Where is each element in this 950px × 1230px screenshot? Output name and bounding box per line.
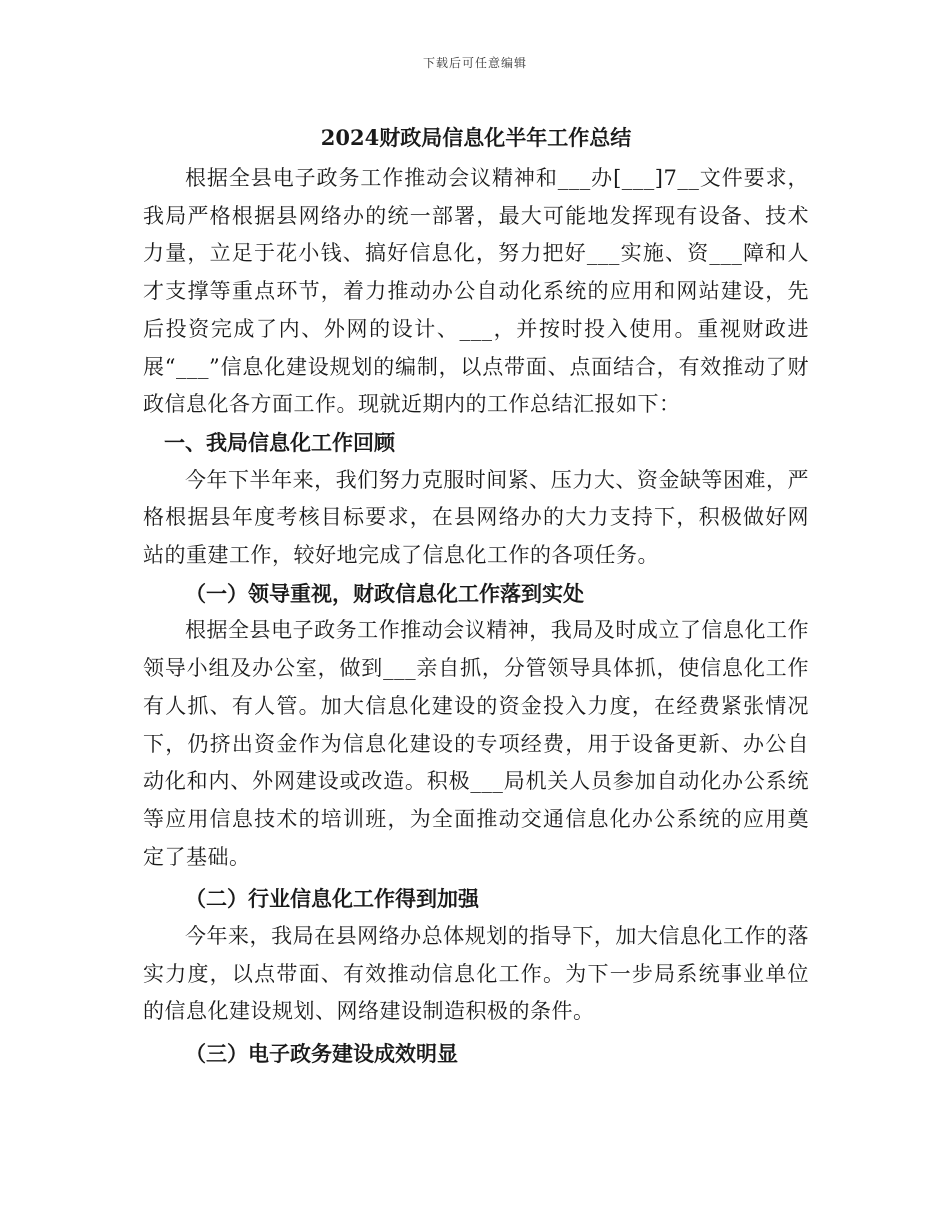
subsection-heading-egov: （三）电子政务建设成效明显 <box>185 1041 458 1067</box>
paragraph-industry: 今年来，我局在县网络办总体规划的指导下，加大信息化工作的落实力度，以点带面、有效推动信息化工作。为下一步局系统事业单位的信息化建设规划、网络建设制造积极的条件。 <box>143 924 809 1024</box>
subsection-heading-leadership: （一）领导重视，财政信息化工作落到实处 <box>185 580 584 606</box>
document-title: 2024财政局信息化半年工作总结 <box>320 125 632 150</box>
paragraph-review: 今年下半年来，我们努力克服时间紧、压力大、资金缺等困难，严格根据县年度考核目标要求，在县网络办的大力支持下，积极做好网站的重建工作，较好地完成了信息化工作的各项任务。 <box>143 467 809 568</box>
document-body <box>143 118 809 1073</box>
section-heading-review: 一、我局信息化工作回顾 <box>164 429 395 455</box>
page-header-note: 下载后可任意编辑 <box>422 56 527 70</box>
paragraph-intro: 根据全县电子政务工作推动会议精神和___办[___]7__文件要求，我局严格根据县网络办的统一部署，最大可能地发挥现有设备、技术力量，立足于花小钱、搞好信息化，努力把好___实施、资___障和人才支撑等重点环节，着力推动办公自动化系统的应用和网站建设，先后投资完成了内、外网的设计、___，并按时投入使用。重视财政进展“___”信息化建设规划的编制，以点带面、点面结合，有效推动了财政信息化各方面工作。现就近期内的工作总结汇报如下： <box>143 166 809 417</box>
paragraph-leadership: 根据全县电子政务工作推动会议精神，我局及时成立了信息化工作领导小组及办公室，做到___亲自抓，分管领导具体抓，使信息化工作有人抓、有人管。加大信息化建设的资金投入力度，在经费紧张情况下，仍挤出资金作为信息化建设的专项经费，用于设备更新、办公自动化和内、外网建设或改造。积极___局机关人员参加自动化办公系统等应用信息技术的培训班，为全面推动交通信息化办公系统的应用奠定了基础。 <box>143 618 809 869</box>
subsection-heading-industry: （二）行业信息化工作得到加强 <box>185 886 479 912</box>
